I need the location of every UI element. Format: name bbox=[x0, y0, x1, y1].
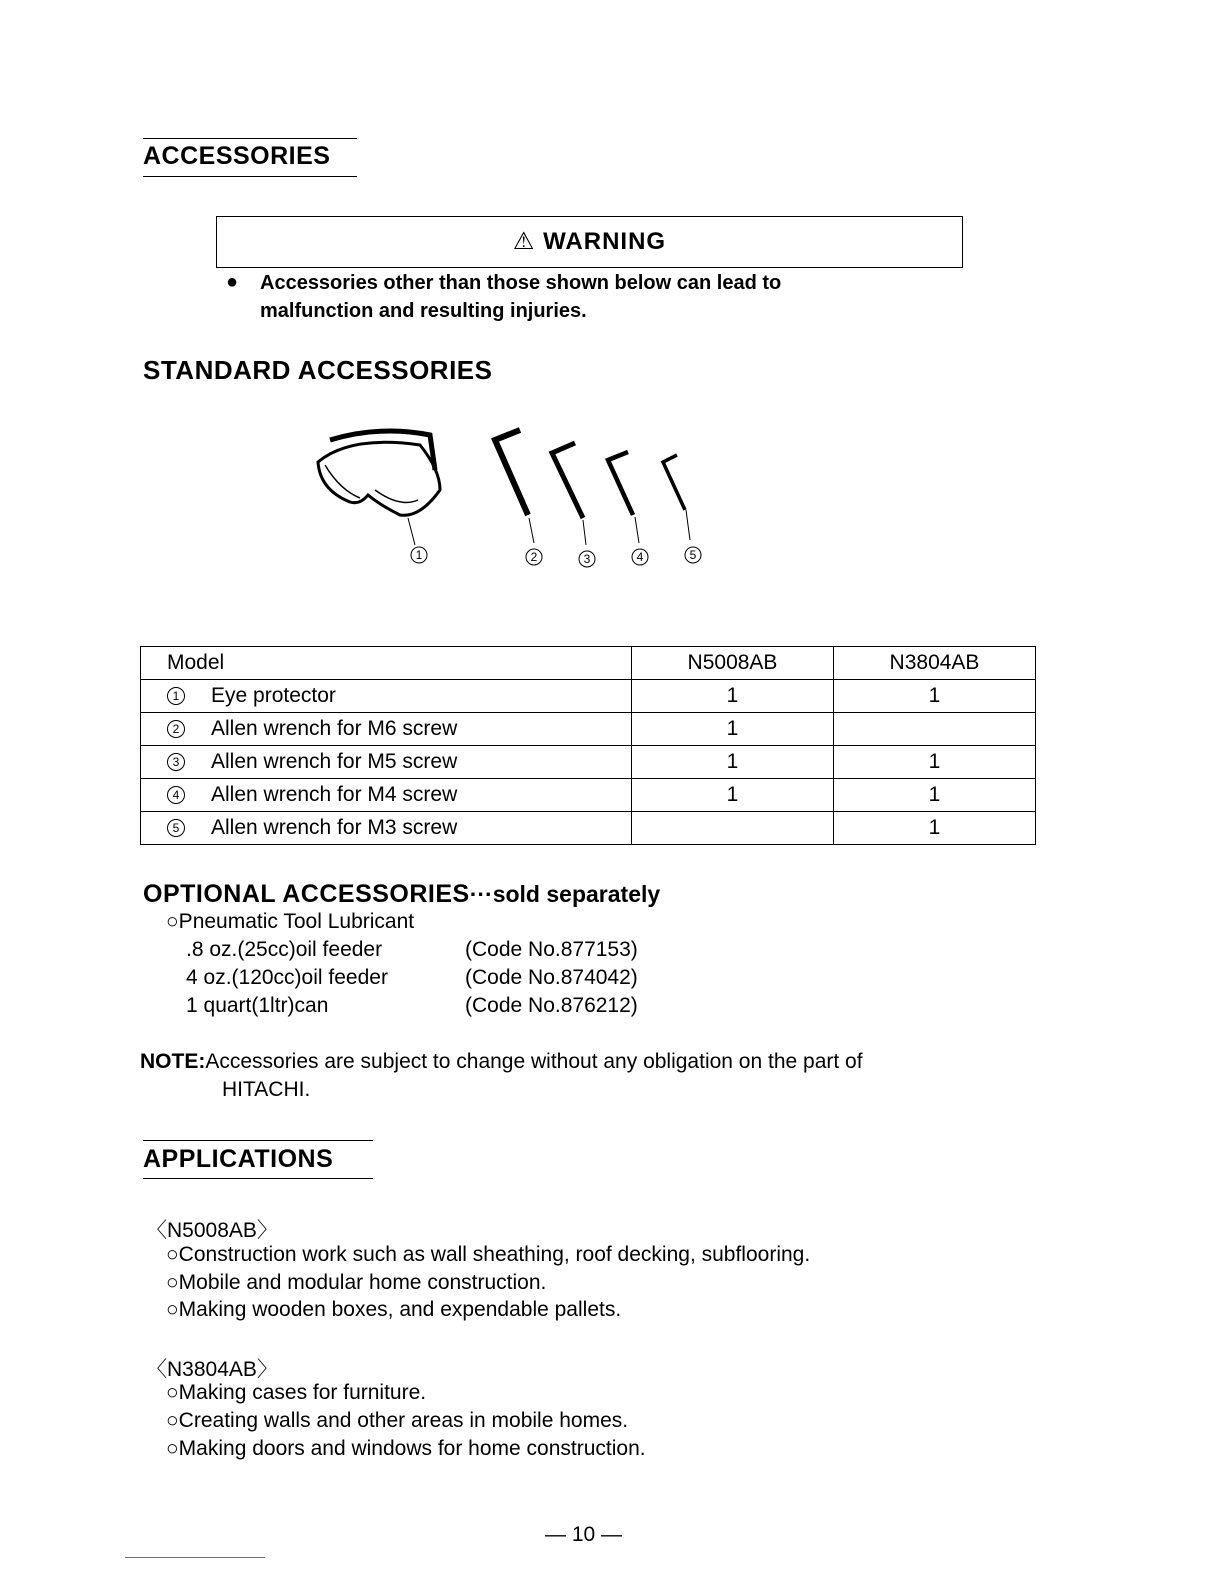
qty-n5008ab: 1 bbox=[632, 779, 834, 812]
application-item: ○Making doors and windows for home construction. bbox=[166, 1437, 646, 1460]
item-number: 5 bbox=[167, 819, 185, 837]
allen-wrench-4-icon bbox=[608, 452, 633, 515]
bullet-icon: ● bbox=[226, 271, 239, 293]
option-code: (Code No.874042) bbox=[465, 966, 638, 989]
application-item: ○Construction work such as wall sheathing, roof decking, subflooring. bbox=[166, 1243, 811, 1266]
heading-rule-bottom bbox=[143, 176, 357, 177]
warning-triangle-icon: ⚠ bbox=[512, 228, 536, 255]
warning-title: WARNING bbox=[543, 228, 667, 255]
allen-wrench-3-icon bbox=[552, 443, 583, 518]
item-number: 2 bbox=[167, 720, 185, 738]
note bbox=[140, 1050, 863, 1074]
item-name: Allen wrench for M3 screw bbox=[211, 816, 458, 839]
item-number: 3 bbox=[167, 753, 185, 771]
application-item: ○Making cases for furniture. bbox=[166, 1381, 427, 1404]
table-row bbox=[141, 746, 1036, 779]
header-n5008ab: N5008AB bbox=[632, 647, 834, 680]
warning-text-2: malfunction and resulting injuries. bbox=[260, 300, 587, 322]
option-desc: 4 oz.(120cc)oil feeder bbox=[186, 966, 388, 989]
qty-n3804ab: 1 bbox=[834, 680, 1036, 713]
page-number: — 10 — bbox=[545, 1523, 623, 1546]
item-number: 4 bbox=[167, 786, 185, 804]
qty-n3804ab: 1 bbox=[834, 812, 1036, 845]
application-model: 〈N3804AB〉 bbox=[146, 1358, 278, 1381]
note-text-2: HITACHI. bbox=[222, 1078, 311, 1101]
heading-rule-top bbox=[143, 138, 357, 139]
option-code: (Code No.877153) bbox=[465, 938, 638, 961]
qty-n3804ab: 1 bbox=[834, 779, 1036, 812]
option-code: (Code No.876212) bbox=[465, 994, 638, 1017]
standard-accessories-heading: STANDARD ACCESSORIES bbox=[143, 355, 493, 385]
option-desc: .8 oz.(25cc)oil feeder bbox=[186, 938, 383, 961]
heading-rule-top bbox=[143, 1140, 373, 1141]
warning-box bbox=[216, 216, 963, 268]
label-5: 5 bbox=[689, 548, 697, 562]
heading-rule-bottom bbox=[143, 1178, 373, 1179]
qty-n5008ab: 1 bbox=[632, 713, 834, 746]
accessories-heading: ACCESSORIES bbox=[143, 142, 331, 170]
optional-heading-suffix: ···sold separately bbox=[469, 881, 661, 907]
qty-n5008ab: 1 bbox=[632, 680, 834, 713]
optional-heading-text: OPTIONAL ACCESSORIES bbox=[143, 880, 470, 908]
label-2: 2 bbox=[530, 550, 538, 564]
accessories-table bbox=[140, 646, 1036, 845]
qty-n3804ab: 1 bbox=[834, 746, 1036, 779]
table-row bbox=[141, 812, 1036, 845]
label-4: 4 bbox=[636, 550, 644, 564]
allen-wrench-5-icon bbox=[663, 455, 685, 510]
application-model: 〈N5008AB〉 bbox=[146, 1219, 278, 1242]
warning-text-1: Accessories other than those shown below can lead to bbox=[260, 272, 782, 294]
note-text: Accessories are subject to change without any obligation on the part of bbox=[205, 1050, 863, 1073]
table-row bbox=[141, 779, 1036, 812]
applications-heading: APPLICATIONS bbox=[143, 1145, 334, 1173]
optional-accessories-heading bbox=[143, 880, 660, 909]
header-n3804ab: N3804AB bbox=[834, 647, 1036, 680]
lubricant-item: ○Pneumatic Tool Lubricant bbox=[166, 910, 415, 933]
qty-n3804ab bbox=[834, 713, 1036, 746]
label-3: 3 bbox=[583, 552, 591, 566]
footer-rule bbox=[125, 1557, 265, 1558]
application-item: ○Mobile and modular home construction. bbox=[166, 1271, 547, 1294]
option-desc: 1 quart(1ltr)can bbox=[186, 994, 329, 1017]
item-name: Allen wrench for M5 screw bbox=[211, 750, 458, 773]
table-row bbox=[141, 713, 1036, 746]
qty-n5008ab bbox=[632, 812, 834, 845]
label-1: 1 bbox=[415, 548, 423, 562]
header-model: Model bbox=[141, 647, 632, 680]
application-item: ○Making wooden boxes, and expendable pallets. bbox=[166, 1298, 622, 1321]
application-item: ○Creating walls and other areas in mobile homes. bbox=[166, 1409, 629, 1432]
item-name: Eye protector bbox=[211, 684, 336, 707]
accessories-illustration bbox=[290, 410, 720, 580]
item-number: 1 bbox=[167, 687, 185, 705]
allen-wrench-2-icon bbox=[495, 430, 528, 515]
item-name: Allen wrench for M4 screw bbox=[211, 783, 458, 806]
qty-n5008ab: 1 bbox=[632, 746, 834, 779]
table-header-row bbox=[141, 647, 1036, 680]
table-row bbox=[141, 680, 1036, 713]
eye-protector-icon bbox=[318, 431, 440, 545]
item-name: Allen wrench for M6 screw bbox=[211, 717, 458, 740]
note-label: NOTE: bbox=[140, 1050, 206, 1073]
